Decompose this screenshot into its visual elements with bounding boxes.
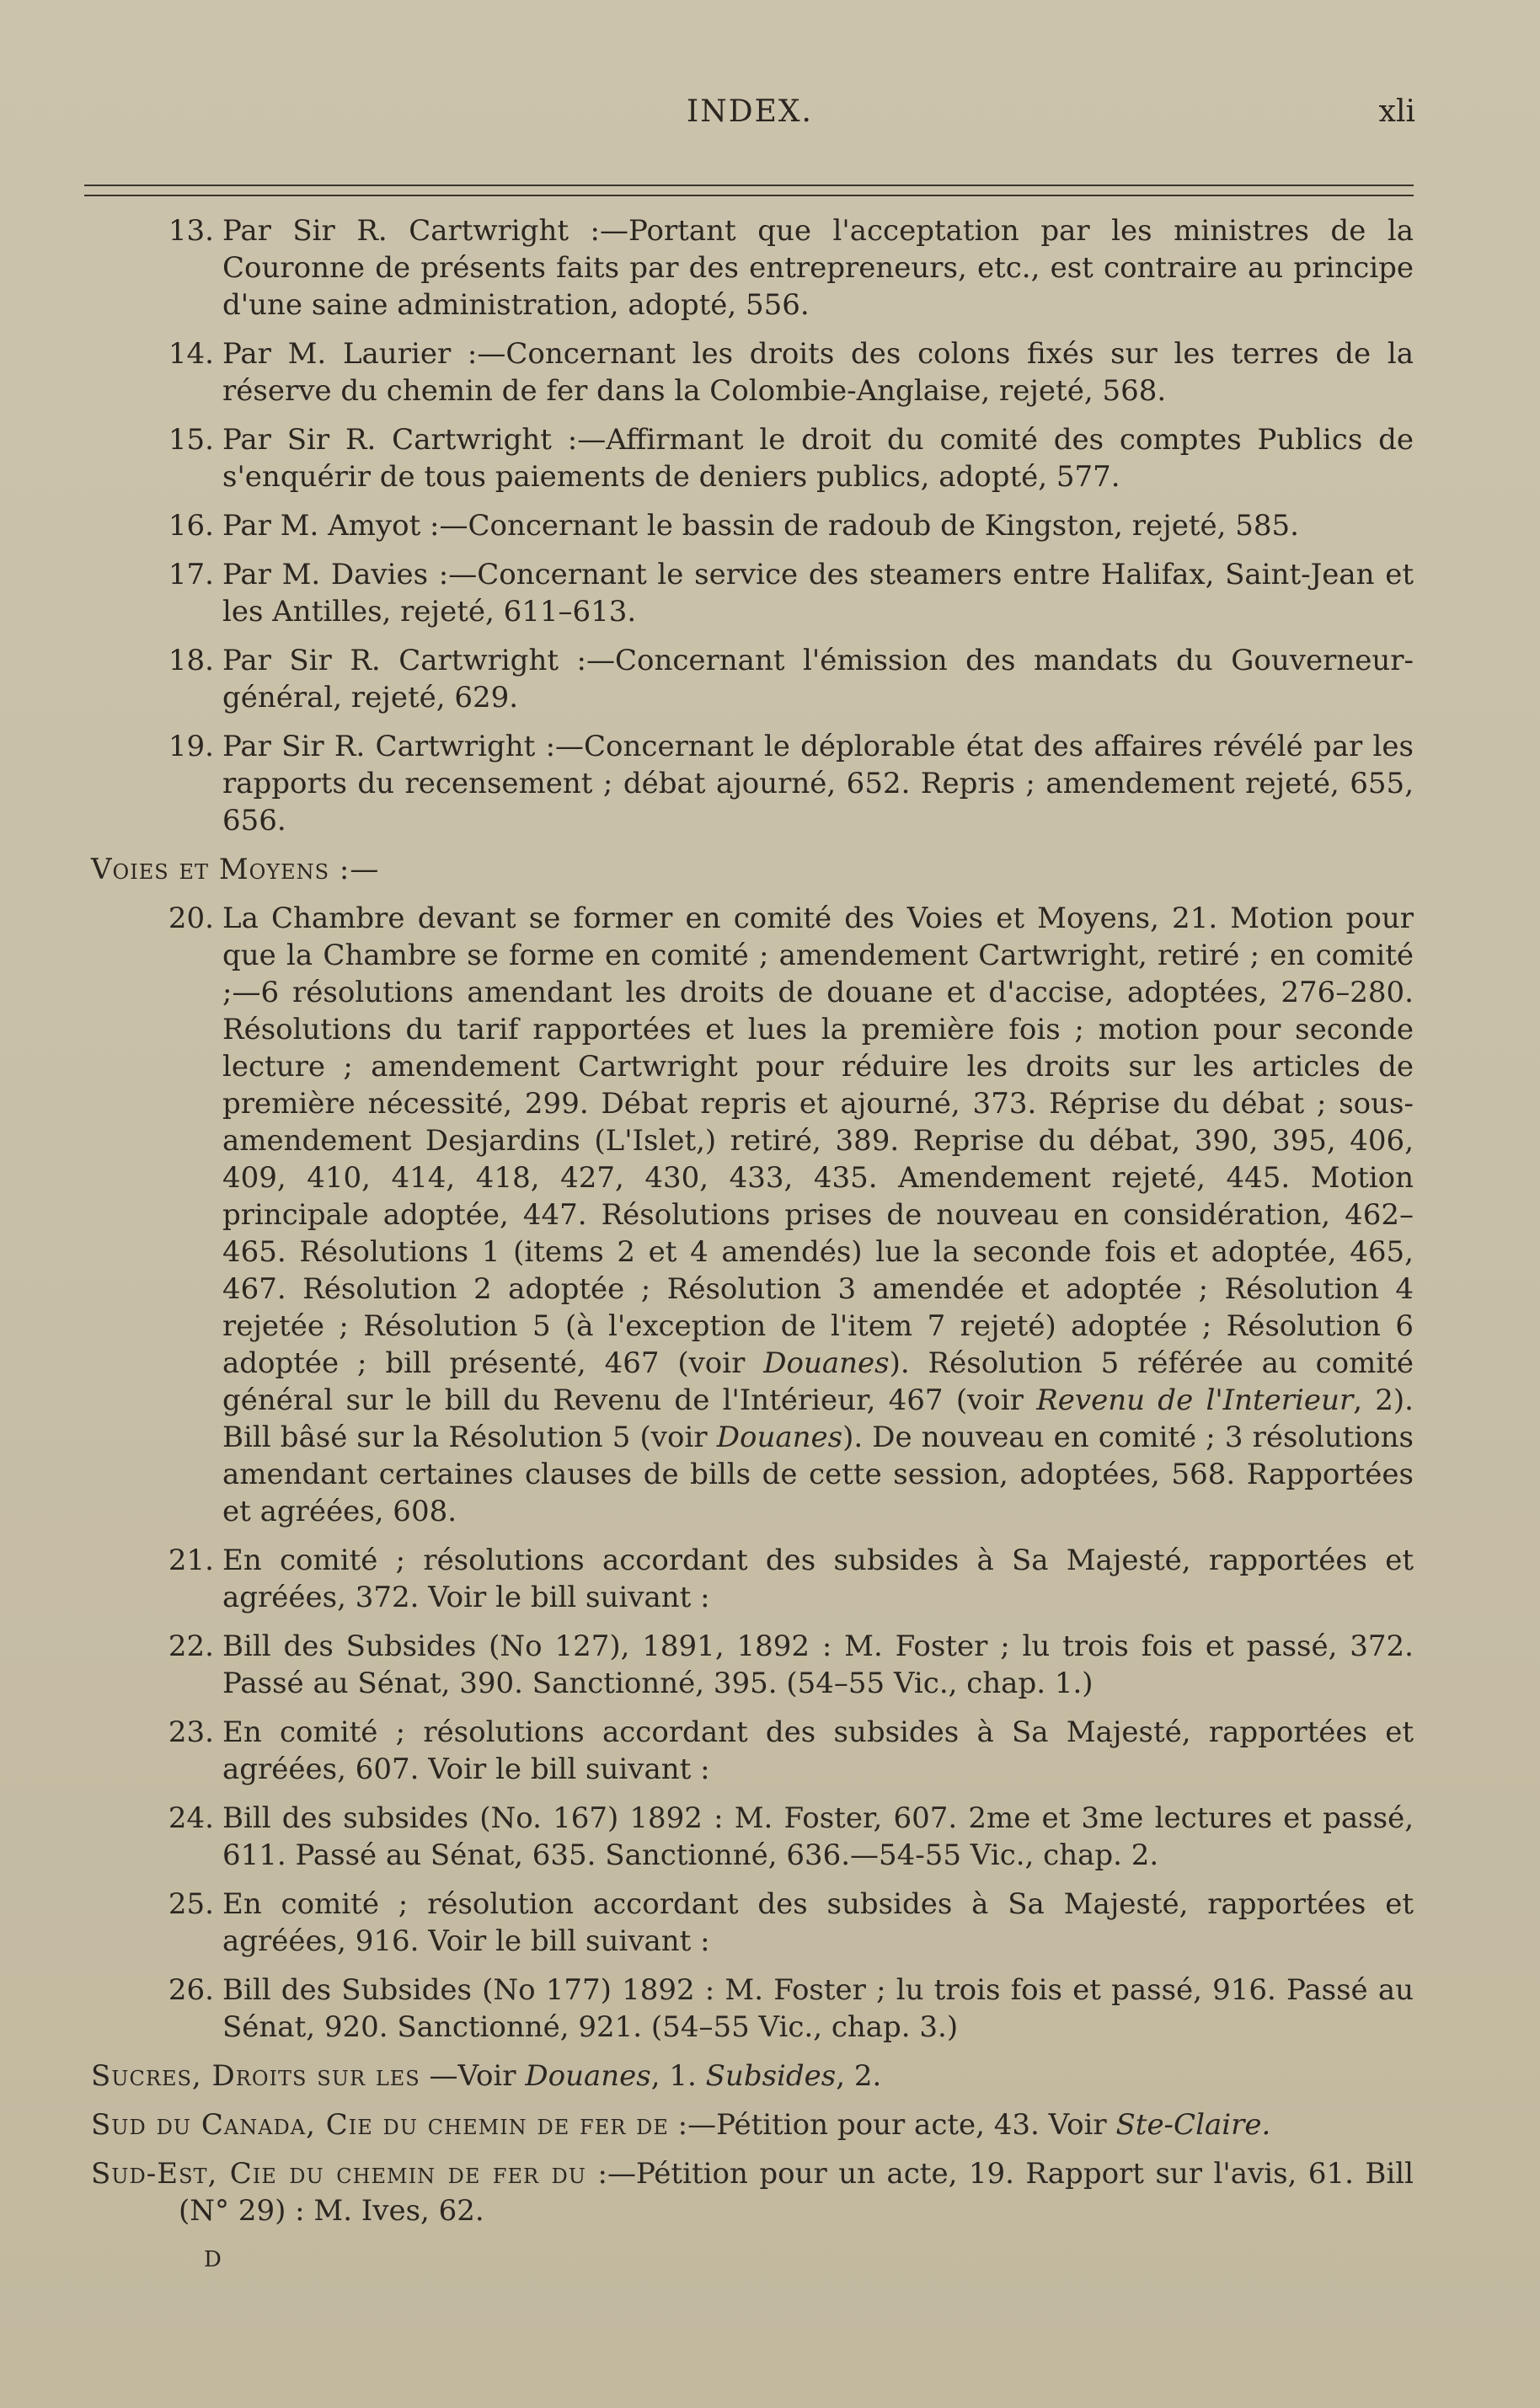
entry-text: En comité ; résolutions accordant des subsides à Sa Majesté, rapportées et agréées, 372. Voir le bill suivant : [222, 1544, 1414, 1614]
entry-number: 25. [168, 1887, 214, 1921]
entry-text: La Chambre devant se former en comité des Voies et Moyens, 21. Motion pour que la Chambre se forme en comité ; amendement Cartwright, retiré ; en comité ;—6 résolutions amendant les droits de douane et d'accise, adoptées, 276–280. Résolutions du tarif rapportées et lues la première fois ; motion pour seconde lecture ; amendement Cartwright pour réduire les droits sur les articles de première nécessité, 299. Débat repris et ajourné, 373. Réprise du débat ; sous-amendement Desjardins (L'Islet,) retiré, 389. Reprise du débat, 390, 395, 406, 409, 410, 414, 418, 427, 430, 433, 435. Amendement rejeté, 445. Motion principale adoptée, 447. Résolutions prises de nouveau en considération, 462–465. Résolutions 1 (items 2 et 4 amendés) lue la seconde fois et adoptée, 465, 467. Résolution 2 adoptée ; Résolution 3 amendée et adoptée ; Résolution 4 rejetée ; Résolution 5 (à l'exception de l'item 7 rejeté) adoptée ; Résolution 6 adoptée ; bill présenté, 467 (voir [222, 902, 1414, 1380]
index-entry [84, 421, 1414, 495]
entry-number: 13. [168, 214, 214, 248]
entry-number: 18. [168, 644, 214, 677]
heading-text: , 2. [836, 2059, 882, 2093]
entry-number: 22. [168, 1629, 214, 1663]
header-rule-bottom [84, 195, 1414, 196]
entry-text: , 2). Bill bâsé sur la Résolution 5 (voir [222, 1383, 1414, 1454]
heading-term: Sud-Est, Cie du chemin de fer du [91, 2157, 587, 2191]
entry-text: Par M. Laurier :—Concernant les droits des colons fixés sur les terres de la réserve du chemin de fer dans la Colombie-Anglaise, rejeté, 568. [222, 337, 1414, 408]
entry-text: Par Sir R. Cartwright :—Concernant le déplorable état des affaires révélé par les rapports du recensement ; débat ajourné, 652. Repris ; amendement rejeté, 655, 656. [222, 730, 1414, 837]
index-entry [84, 1972, 1414, 2046]
entry-number: 15. [168, 423, 214, 457]
entry-italic-ref: Douanes [763, 1346, 890, 1380]
entry-number: 21. [168, 1544, 214, 1577]
heading-text: :—Pétition pour acte, 43. Voir [668, 2108, 1116, 2142]
entry-text: Par M. Amyot :—Concernant le bassin de radoub de Kingston, rejeté, 585. [222, 509, 1299, 543]
index-entry [84, 1886, 1414, 1960]
entry-text: Par Sir R. Cartwright :—Concernant l'émission des mandats du Gouverneur-général, rejeté, 629. [222, 644, 1414, 714]
entry-number: 20. [168, 902, 214, 935]
entry-number: 26. [168, 1973, 214, 2007]
index-content [84, 212, 1414, 2278]
entry-text: Bill des Subsides (No 177) 1892 : M. Foster ; lu trois fois et passé, 916. Passé au Sénat, 920. Sanctionné, 921. (54–55 Vic., chap. 3.) [222, 1973, 1414, 2044]
entry-text: ). Résolution 5 référée au comité général sur le bill du Revenu de l'Intérieur, 467 (voir [222, 1346, 1414, 1417]
entry-italic-ref: Revenu de l'Interieur [1036, 1383, 1354, 1417]
index-entry [84, 1800, 1414, 1874]
index-entry [84, 556, 1414, 630]
index-heading-sud-du-canada [84, 2106, 1414, 2143]
entry-number: 23. [168, 1715, 214, 1749]
entry-number: 16. [168, 509, 214, 543]
section-heading-voies-et-moyens [84, 851, 1414, 888]
heading-text: , 1. [650, 2059, 706, 2093]
heading-term: Sud du Canada, Cie du chemin de fer de [91, 2108, 669, 2142]
page-number: xli [1378, 94, 1415, 129]
index-entry [84, 728, 1414, 839]
index-entry [84, 507, 1414, 544]
heading-text: :—Pétition pour un acte, 19. Rapport sur l'avis, 61. Bill (N° 29) : M. Ives, 62. [179, 2157, 1414, 2228]
heading-italic-ref: Douanes [525, 2059, 651, 2093]
heading-term: Sucres, Droits sur les [91, 2059, 420, 2093]
index-entry [84, 335, 1414, 409]
index-entry [84, 642, 1414, 716]
entry-text: En comité ; résolution accordant des subsides à Sa Majesté, rapportées et agréées, 916. Voir le bill suivant : [222, 1887, 1414, 1958]
page-header [84, 94, 1415, 145]
entry-number: 17. [168, 558, 214, 591]
page-title: INDEX. [687, 94, 813, 129]
entry-text: ). De nouveau en comité ; 3 résolutions amendant certaines clauses de bills de cette session, adoptées, 568. Rapportées et agréées, 608. [222, 1421, 1414, 1528]
entry-italic-ref: Douanes [716, 1421, 843, 1454]
header-rule-top [84, 185, 1414, 186]
signature-mark: D [204, 2247, 222, 2272]
index-heading-sud-est [84, 2155, 1414, 2229]
section-heading-text: Voies et Moyens :— [91, 853, 380, 886]
entry-text: Par Sir R. Cartwright :—Portant que l'acceptation par les ministres de la Couronne de présents faits par des entrepreneurs, etc., est contraire au principe d'une saine administration, adopté, 556. [222, 214, 1414, 322]
heading-text: —Voir [420, 2059, 526, 2093]
index-entry [84, 1628, 1414, 1702]
index-heading-sucres [84, 2058, 1414, 2095]
entry-text: En comité ; résolutions accordant des subsides à Sa Majesté, rapportées et agréées, 607. Voir le bill suivant : [222, 1715, 1414, 1786]
heading-italic-ref: Ste-Claire. [1115, 2108, 1271, 2142]
entry-text: Bill des subsides (No. 167) 1892 : M. Foster, 607. 2me et 3me lectures et passé, 611. Passé au Sénat, 635. Sanctionné, 636.—54-55 Vic., chap. 2. [222, 1801, 1414, 1872]
index-entry [84, 212, 1414, 324]
index-entry [84, 900, 1414, 1530]
index-entry [84, 1714, 1414, 1788]
entry-text: Par Sir R. Cartwright :—Affirmant le droit du comité des comptes Publics de s'enquérir de tous paiements de deniers publics, adopté, 577. [222, 423, 1414, 494]
entry-number: 24. [168, 1801, 214, 1835]
heading-italic-ref: Subsides [705, 2059, 837, 2093]
entry-text: Par M. Davies :—Concernant le service des steamers entre Halifax, Saint-Jean et les Antilles, rejeté, 611–613. [222, 558, 1414, 629]
entry-number: 19. [168, 730, 214, 763]
entry-text: Bill des Subsides (No 127), 1891, 1892 : M. Foster ; lu trois fois et passé, 372. Passé au Sénat, 390. Sanctionné, 395. (54–55 Vic., chap. 1.) [222, 1629, 1414, 1700]
entry-number: 14. [168, 337, 214, 371]
index-entry [84, 1542, 1414, 1616]
